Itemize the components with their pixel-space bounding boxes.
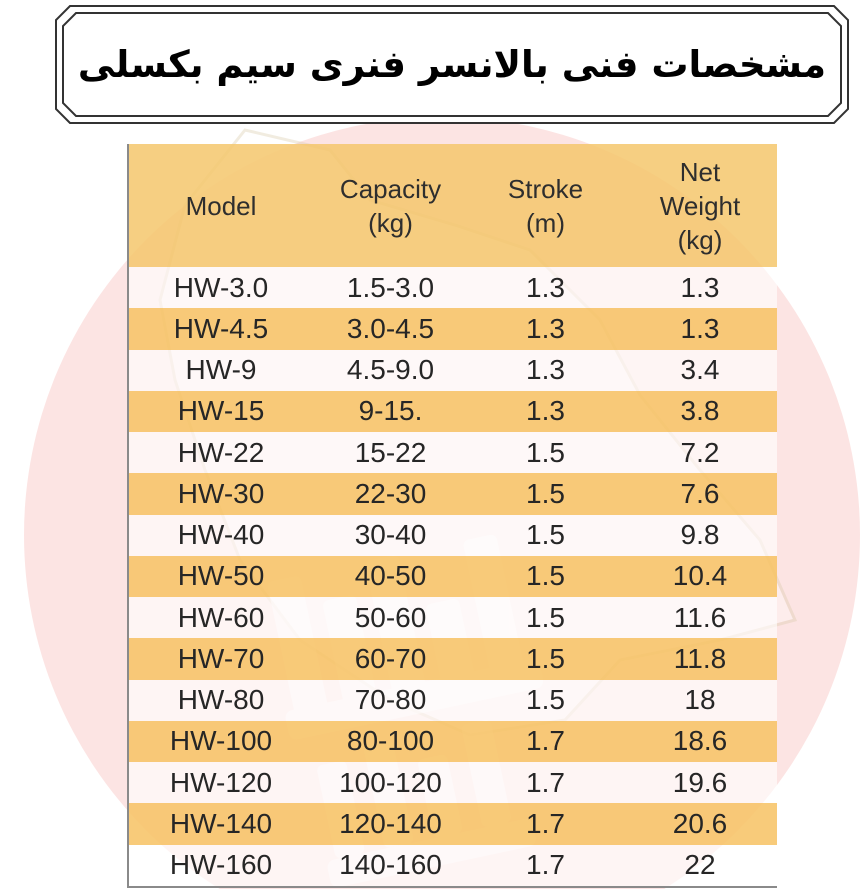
- table-row: [128, 680, 777, 721]
- cell-stroke: 1.5: [468, 597, 623, 638]
- cell-net-weight: 10.4: [623, 556, 777, 597]
- cell-net-weight: 3.4: [623, 350, 777, 391]
- cell-capacity: 4.5-9.0: [313, 350, 468, 391]
- cell-stroke: 1.7: [468, 762, 623, 803]
- cell-model: HW-60: [128, 597, 313, 638]
- header-text: Weight: [659, 190, 741, 221]
- cell-model: HW-80: [128, 680, 313, 721]
- cell-model: HW-22: [128, 432, 313, 473]
- cell-model: HW-120: [128, 762, 313, 803]
- cell-model: HW-9: [128, 350, 313, 391]
- cell-stroke: 1.7: [468, 845, 623, 887]
- cell-net-weight: 11.6: [623, 597, 777, 638]
- cell-model: HW-160: [128, 845, 313, 887]
- cell-stroke: 1.3: [468, 391, 623, 432]
- cell-model: HW-3.0: [128, 267, 313, 308]
- cell-net-weight: 19.6: [623, 762, 777, 803]
- cell-stroke: 1.3: [468, 308, 623, 349]
- cell-capacity: 50-60: [313, 597, 468, 638]
- table-row: [128, 391, 777, 432]
- cell-net-weight: 11.8: [623, 638, 777, 679]
- header-stroke: [468, 144, 623, 267]
- spec-table-header: [128, 144, 777, 267]
- cell-model: HW-30: [128, 473, 313, 514]
- spec-table: [127, 144, 777, 888]
- page-title: مشخصات فنی بالانسر فنری سیم بکسلی: [77, 43, 827, 86]
- table-row: [128, 432, 777, 473]
- header-net-weight: [623, 144, 777, 267]
- cell-net-weight: 9.8: [623, 515, 777, 556]
- cell-model: HW-100: [128, 721, 313, 762]
- cell-net-weight: 1.3: [623, 308, 777, 349]
- cell-model: HW-50: [128, 556, 313, 597]
- cell-model: HW-4.5: [128, 308, 313, 349]
- cell-capacity: 22-30: [313, 473, 468, 514]
- cell-net-weight: 22: [623, 845, 777, 887]
- cell-net-weight: 3.8: [623, 391, 777, 432]
- cell-capacity: 9-15.: [313, 391, 468, 432]
- cell-stroke: 1.3: [468, 350, 623, 391]
- table-row: [128, 597, 777, 638]
- cell-stroke: 1.3: [468, 267, 623, 308]
- cell-net-weight: 18.6: [623, 721, 777, 762]
- cell-capacity: 15-22: [313, 432, 468, 473]
- header-text: Model: [185, 190, 257, 221]
- header-text: Stroke: [507, 173, 584, 204]
- cell-capacity: 40-50: [313, 556, 468, 597]
- cell-stroke: 1.7: [468, 803, 623, 844]
- cell-stroke: 1.5: [468, 515, 623, 556]
- cell-capacity: 70-80: [313, 680, 468, 721]
- cell-net-weight: 7.2: [623, 432, 777, 473]
- cell-capacity: 100-120: [313, 762, 468, 803]
- header-text: (m): [526, 207, 565, 238]
- header-text: (kg): [368, 207, 413, 238]
- table-row: [128, 638, 777, 679]
- cell-model: HW-70: [128, 638, 313, 679]
- header-model: [128, 144, 313, 267]
- header-text: (kg): [677, 224, 723, 255]
- table-row: [128, 845, 777, 887]
- header-capacity: [313, 144, 468, 267]
- cell-stroke: 1.5: [468, 473, 623, 514]
- cell-net-weight: 1.3: [623, 267, 777, 308]
- cell-stroke: 1.5: [468, 556, 623, 597]
- cell-model: HW-15: [128, 391, 313, 432]
- table-row: [128, 267, 777, 308]
- cell-net-weight: 20.6: [623, 803, 777, 844]
- cell-capacity: 3.0-4.5: [313, 308, 468, 349]
- cell-capacity: 1.5-3.0: [313, 267, 468, 308]
- table-row: [128, 803, 777, 844]
- table-row: [128, 350, 777, 391]
- table-row: [128, 515, 777, 556]
- cell-capacity: 120-140: [313, 803, 468, 844]
- cell-capacity: 60-70: [313, 638, 468, 679]
- header-text: Capacity: [339, 173, 442, 204]
- cell-stroke: 1.7: [468, 721, 623, 762]
- cell-stroke: 1.5: [468, 638, 623, 679]
- cell-net-weight: 18: [623, 680, 777, 721]
- header-text: Net: [679, 156, 721, 187]
- table-row: [128, 721, 777, 762]
- spec-table-body: [128, 267, 777, 887]
- table-row: [128, 473, 777, 514]
- cell-capacity: 140-160: [313, 845, 468, 887]
- cell-stroke: 1.5: [468, 680, 623, 721]
- table-row: [128, 308, 777, 349]
- header-row: [128, 144, 777, 267]
- cell-model: HW-40: [128, 515, 313, 556]
- table-row: [128, 762, 777, 803]
- cell-stroke: 1.5: [468, 432, 623, 473]
- cell-capacity: 80-100: [313, 721, 468, 762]
- cell-capacity: 30-40: [313, 515, 468, 556]
- cell-model: HW-140: [128, 803, 313, 844]
- table-row: [128, 556, 777, 597]
- cell-net-weight: 7.6: [623, 473, 777, 514]
